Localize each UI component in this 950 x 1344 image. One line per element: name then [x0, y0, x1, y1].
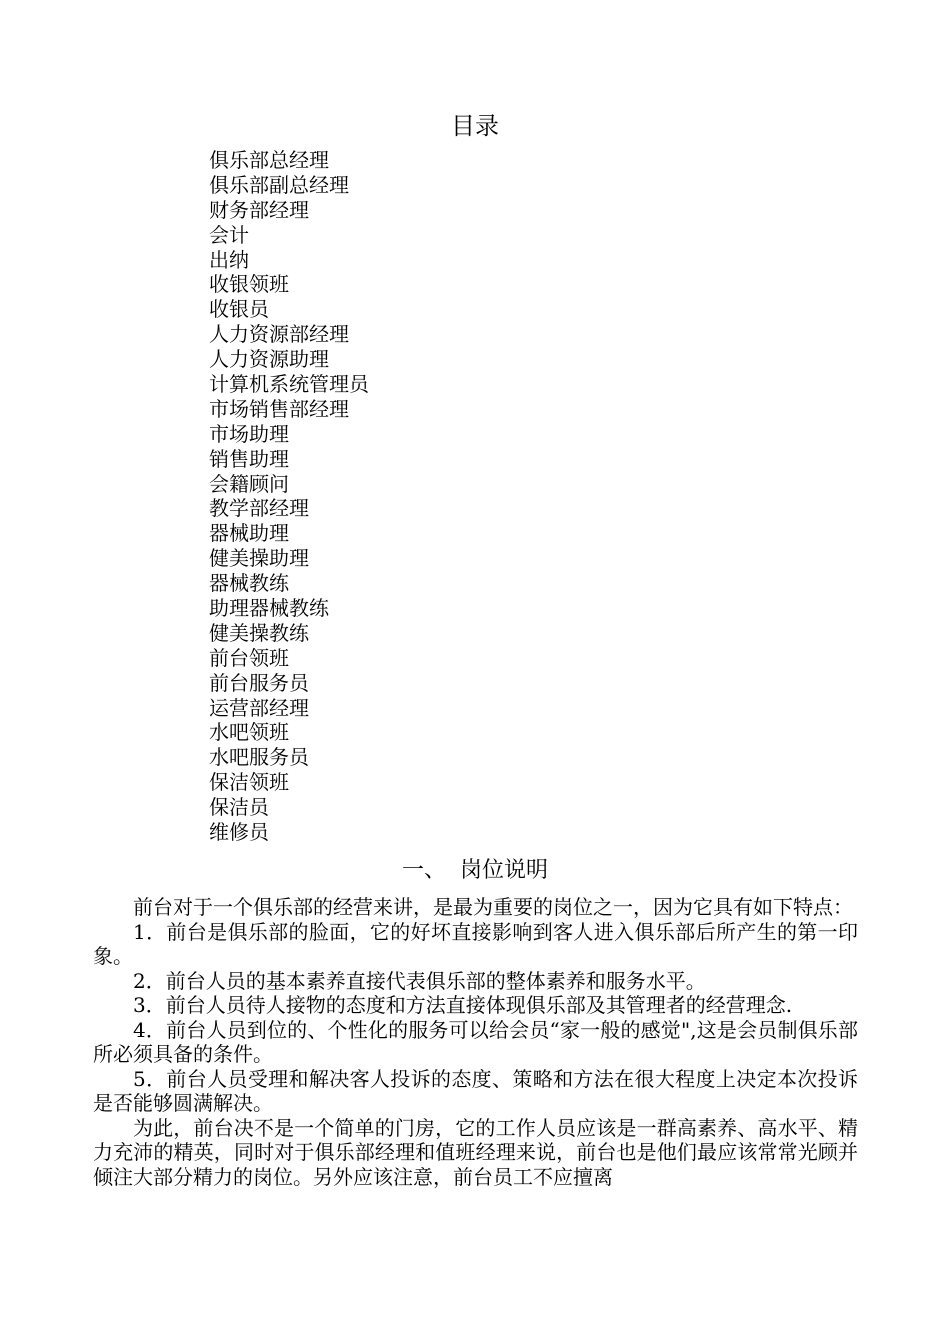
- paragraph-point: 4．前台人员到位的、个性化的服务可以给会员“家一般的感觉",这是会员制俱乐部所必须具备的条件。: [93, 1017, 858, 1066]
- section-heading: [0, 856, 950, 886]
- toc-item: 会计: [209, 222, 249, 247]
- toc-item: 出纳: [209, 247, 249, 272]
- paragraph-point: 3．前台人员待人接物的态度和方法直接体现俱乐部及其管理者的经营理念.: [133, 993, 793, 1017]
- toc-item: 器械教练: [209, 571, 289, 596]
- toc-item: 助理器械教练: [209, 596, 329, 621]
- toc-item: 前台领班: [209, 645, 289, 670]
- toc-item: 俱乐部副总经理: [209, 172, 349, 197]
- section-title: 岗位说明: [460, 858, 549, 883]
- toc-item: 收银领班: [209, 272, 289, 297]
- toc-item: 计算机系统管理员: [209, 372, 369, 397]
- paragraph-point: 5．前台人员受理和解决客人投诉的态度、策略和方法在很大程度上决定本次投诉是否能够圆满解决。: [93, 1066, 858, 1115]
- paragraph-intro: 前台对于一个俱乐部的经营来讲，是最为重要的岗位之一，因为它具有如下特点：: [133, 895, 853, 919]
- toc-item: 市场助理: [209, 421, 289, 446]
- toc-item: 健美操教练: [209, 620, 309, 645]
- toc-item: 市场销售部经理: [209, 396, 349, 421]
- toc-item: 教学部经理: [209, 496, 309, 521]
- toc-item: 俱乐部总经理: [209, 148, 329, 172]
- toc-item: 保洁领班: [209, 770, 289, 795]
- toc-item: 人力资源部经理: [209, 322, 349, 347]
- toc-item: 水吧服务员: [209, 745, 309, 770]
- toc-title: 目录: [451, 112, 499, 140]
- toc-item: 收银员: [209, 297, 269, 322]
- paragraph-point: 2．前台人员的基本素养直接代表俱乐部的整体素养和服务水平。: [133, 968, 706, 993]
- toc-item: 销售助理: [209, 446, 289, 471]
- toc-item: 水吧领班: [209, 720, 289, 745]
- toc-list: [209, 148, 369, 845]
- toc-item: 维修员: [209, 820, 269, 845]
- toc-item: 运营部经理: [209, 695, 309, 720]
- toc-item: 会籍顾问: [209, 471, 289, 496]
- paragraph-point: 1．前台是俱乐部的脸面，它的好坏直接影响到客人进入俱乐部后所产生的第一印象。: [93, 919, 858, 968]
- body-text: [93, 895, 858, 1189]
- toc-item: 人力资源助理: [209, 347, 329, 372]
- toc-item: 前台服务员: [209, 670, 309, 695]
- toc-item: 财务部经理: [209, 197, 309, 222]
- paragraph-conclusion: 为此，前台决不是一个简单的门房，它的工作人员应该是一群高素养、高水平、精力充沛的精英，同时对于俱乐部经理和值班经理来说，前台也是他们最应该常常光顾并倾注大部分精力的岗位。另外应该注意，前台员工不应擅离: [93, 1115, 858, 1189]
- toc-item: 器械助理: [209, 521, 289, 546]
- toc-item: 健美操助理: [209, 546, 309, 571]
- section-number: 一、: [401, 858, 446, 883]
- toc-item: 保洁员: [209, 795, 269, 820]
